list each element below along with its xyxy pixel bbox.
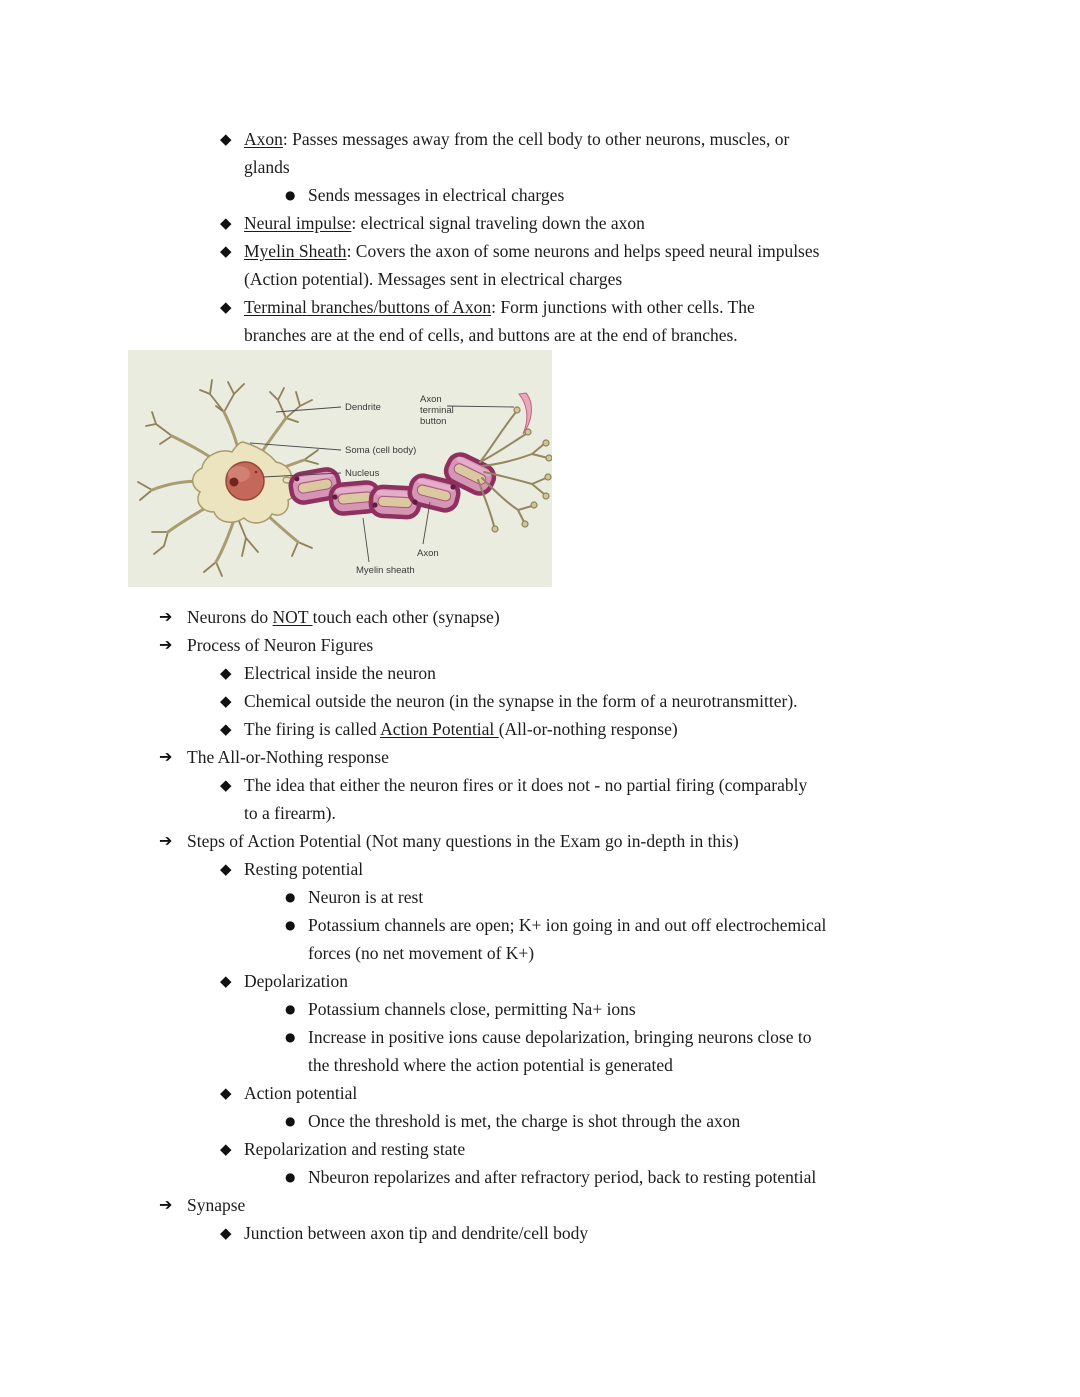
list-item-text: The firing is called Action Potential (All-or-nothing response) [244,719,678,739]
list-item [0,1191,1080,1219]
list-item [0,911,1080,967]
nucleus-shape [226,462,264,500]
dot-bullet-icon: ● [285,918,296,932]
list-item [0,1219,1080,1247]
list-item-text: Sends messages in electrical charges [308,185,565,205]
neuron-figure[interactable] [128,350,552,587]
figure-label-myelin-sheath: Myelin sheath [356,565,415,576]
diamond-bullet-icon: ◆ [220,776,232,794]
list-item-text: Neurons do NOT touch each other (synapse) [187,607,500,627]
list-item-text: Neural impulse: electrical signal traveling down the axon [244,213,645,233]
diamond-bullet-icon: ◆ [220,298,232,316]
dot-bullet-icon: ● [285,1002,296,1016]
list-item [0,1107,1080,1135]
list-item-text: Increase in positive ions cause depolarization, bringing neurons close to the threshold where the action potential is generated [308,1027,812,1075]
list-item-text: Steps of Action Potential (Not many questions in the Exam go in-depth in this) [187,831,739,851]
list-item-text: Repolarization and resting state [244,1139,466,1159]
list-item [0,883,1080,911]
list-item-text: Myelin Sheath: Covers the axon of some neurons and helps speed neural impulses (Action potential). Messages sent in electrical charges [244,241,820,289]
figure-label-axon: Axon [417,548,439,559]
list-item-text: The All-or-Nothing response [187,747,389,767]
list-item [0,1163,1080,1191]
diamond-bullet-icon: ◆ [220,214,232,232]
diamond-bullet-icon: ◆ [220,1084,232,1102]
list-item-text: Nbeuron repolarizes and after refractory period, back to resting potential [308,1167,817,1187]
figure-label-dendrite: Dendrite [345,402,381,413]
list-item-text: Action potential [244,1083,358,1103]
list-item [0,855,1080,883]
arrow-bullet-icon: ➔ [159,831,173,850]
diamond-bullet-icon: ◆ [220,130,232,148]
arrow-bullet-icon: ➔ [159,607,173,626]
list-item [0,771,1080,827]
list-item-text: Resting potential [244,859,364,879]
figure-label-axon-terminal-1: Axon [420,394,442,405]
list-item-text: Electrical inside the neuron [244,663,436,683]
list-item-text: Potassium channels are open; K+ ion going in and out off electrochemical forces (no net movement of K+) [308,915,827,963]
list-item-text: Potassium channels close, permitting Na+ ions [308,999,636,1019]
diamond-bullet-icon: ◆ [220,242,232,260]
diamond-bullet-icon: ◆ [220,1140,232,1158]
list-item [0,631,1080,659]
figure-label-soma: Soma (cell body) [345,445,417,456]
list-item [0,827,1080,855]
notes-list-top [0,0,1080,349]
dot-bullet-icon: ● [285,188,296,202]
list-item-text: The idea that either the neuron fires or it does not - no partial firing (comparably to a firearm). [244,775,808,823]
list-item-text: Process of Neuron Figures [187,635,374,655]
list-item [0,1023,1080,1079]
dot-bullet-icon: ● [285,1114,296,1128]
arrow-bullet-icon: ➔ [159,747,173,766]
neuron-figure-svg [128,350,552,587]
diamond-bullet-icon: ◆ [220,860,232,878]
list-item [0,995,1080,1023]
list-item [0,715,1080,743]
list-item [0,1135,1080,1163]
list-item [0,743,1080,771]
list-item-text: Junction between axon tip and dendrite/cell body [244,1223,589,1243]
list-item-text: Once the threshold is met, the charge is shot through the axon [308,1111,741,1131]
arrow-bullet-icon: ➔ [159,1195,173,1214]
list-item [0,603,1080,631]
list-item [0,181,1080,209]
list-item-text: Axon: Passes messages away from the cell body to other neurons, muscles, or glands [244,129,790,177]
figure-label-axon-terminal-3: button [420,416,447,427]
notes-list-bottom [0,603,1080,1247]
dot-bullet-icon: ● [285,890,296,904]
arrow-bullet-icon: ➔ [159,635,173,654]
list-item-text: Synapse [187,1195,246,1215]
list-item-text: Terminal branches/buttons of Axon: Form junctions with other cells. The branches are at the end of cells, and buttons are at the end of branches. [244,297,755,345]
list-item [0,1079,1080,1107]
list-item [0,687,1080,715]
dot-bullet-icon: ● [285,1170,296,1184]
dot-bullet-icon: ● [285,1030,296,1044]
diamond-bullet-icon: ◆ [220,692,232,710]
list-item [0,237,1080,293]
list-item [0,209,1080,237]
list-item [0,293,1080,349]
diamond-bullet-icon: ◆ [220,1224,232,1242]
diamond-bullet-icon: ◆ [220,664,232,682]
list-item-text: Chemical outside the neuron (in the synapse in the form of a neurotransmitter). [244,691,798,711]
list-item [0,967,1080,995]
diamond-bullet-icon: ◆ [220,720,232,738]
list-item [0,125,1080,181]
figure-label-axon-terminal-2: terminal [420,405,454,416]
list-item-text: Depolarization [244,971,348,991]
list-item-text: Neuron is at rest [308,887,424,907]
figure-label-nucleus: Nucleus [345,468,380,479]
list-item [0,659,1080,687]
diamond-bullet-icon: ◆ [220,972,232,990]
